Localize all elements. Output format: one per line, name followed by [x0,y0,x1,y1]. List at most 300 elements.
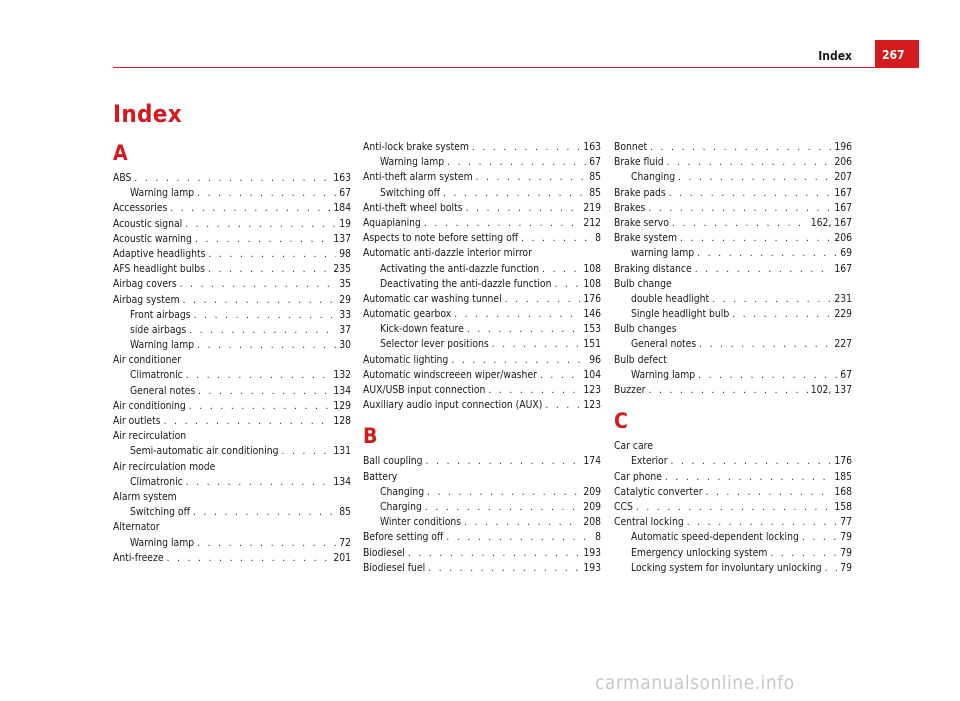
index-term: Front airbags [130,308,191,321]
index-term: Deactivating the anti-dazzle function [380,277,552,290]
dot-leader [189,399,330,414]
index-page-ref: 196 [834,141,852,153]
index-term: Activating the anti-dazzle function [380,262,540,275]
dot-leader [185,217,336,232]
index-term: Battery [363,470,398,483]
index-page-ref: 235 [333,263,351,276]
index-term: Warning lamp [130,339,195,352]
index-subentry [113,475,351,490]
index-term: Warning lamp [631,368,696,381]
index-page-ref: 219 [583,201,601,214]
dot-leader [672,216,808,231]
index-entry [113,262,351,277]
dot-leader [698,368,837,383]
index-subentry [614,561,852,576]
index-page-ref: 167 [834,201,852,214]
index-page-ref: 98 [339,247,351,260]
index-term: Ball coupling [363,455,423,468]
index-term: Selector lever positions [380,338,489,351]
index-subentry [614,368,852,383]
index-entry [113,232,351,247]
index-term: General notes [130,384,196,397]
dot-leader [699,337,831,352]
index-page-ref: 163 [583,141,601,153]
dot-leader [443,186,586,201]
index-entry [363,383,601,398]
index-page-ref: 19 [339,217,351,230]
index-term: Climatronic [130,369,183,382]
dot-leader [134,171,330,186]
index-entry [614,353,852,368]
dot-leader [180,277,337,292]
index-subentry [363,500,601,515]
index-page-ref: 206 [834,156,852,169]
index-term: Changing [631,171,676,184]
index-page-ref: 8 [595,232,601,245]
dot-leader [476,170,587,185]
index-entry [614,485,852,500]
dot-leader [189,323,336,338]
index-entry [363,454,601,469]
index-subentry [113,505,351,520]
index-page-ref: 131 [333,445,351,458]
index-term: Automatic gearbox [363,308,452,321]
index-subentry [363,515,601,530]
index-entry [614,277,852,292]
index-term: Automatic speed-dependent locking [631,531,799,544]
index-term: Airbag system [113,293,180,306]
watermark-text: carmanualsonline.info [595,672,795,694]
index-entry [614,470,852,485]
index-subentry [614,337,852,352]
dot-leader [425,500,580,515]
dot-leader [648,383,807,398]
index-subentry [113,368,351,383]
index-term: Changing [380,485,425,498]
index-term: Bulb defect [614,353,667,366]
index-entry [113,551,351,566]
dot-leader [281,444,330,459]
index-entry [614,500,852,515]
index-page-ref: 167 [834,262,852,275]
index-term: ABS [113,172,132,184]
index-term: General notes [631,338,697,351]
index-page-ref: 69 [840,247,852,260]
index-page-ref: 123 [583,399,601,412]
index-term: Auxiliary audio input connection (AUX) [363,399,543,412]
dot-leader [167,551,331,566]
index-page-ref: 208 [583,516,601,529]
dot-leader [446,530,592,545]
dot-leader [208,247,336,262]
dot-leader [208,262,330,277]
index-page-ref: 153 [583,323,601,336]
index-page-ref: 67 [339,187,351,200]
index-term: Catalytic converter [614,485,703,498]
index-page-ref: 206 [834,232,852,245]
index-subentry [363,485,601,500]
dot-leader [466,201,581,216]
index-page-ref: 184 [333,202,351,215]
index-page-ref: 129 [333,399,351,412]
index-page-ref: 176 [834,455,852,468]
index-page-ref: 79 [840,546,852,559]
index-term: Car phone [614,470,662,483]
index-entry [363,398,601,413]
index-term: Air recirculation [113,430,187,443]
index-page-ref: 67 [840,368,852,381]
dot-leader [505,292,581,307]
index-section-letter: B [363,424,378,449]
dot-leader [447,155,586,170]
index-term: Alternator [113,521,160,534]
index-subentry [614,546,852,561]
index-page-ref: 132 [333,369,351,382]
index-column-1 [113,140,351,566]
index-term: Brake servo [614,216,669,229]
index-term: Aspects to note before setting off [363,232,519,245]
index-term: Bonnet [614,141,648,153]
index-entry [363,231,601,246]
dot-leader [732,307,831,322]
index-page-ref: 163 [333,172,351,184]
index-page-ref: 79 [840,531,852,544]
index-section-letter: A [113,141,128,165]
index-term: Biodiesel [363,546,405,559]
dot-leader [648,201,831,216]
index-section-letter: C [614,409,628,434]
index-entry [113,353,351,368]
index-entry [614,262,852,277]
index-term: CCS [614,500,633,513]
index-page-ref: 146 [583,308,601,321]
index-term: Automatic anti-dazzle interior mirror [363,247,532,260]
index-term: Air conditioning [113,399,186,412]
index-entry [614,140,852,155]
index-entry [363,201,601,216]
dot-leader [454,307,580,322]
index-term: Brake fluid [614,156,664,169]
index-term: AFS headlight bulbs [113,263,205,276]
index-page-ref: 193 [583,546,601,559]
dot-leader [408,546,580,561]
index-term: Biodiesel fuel [363,561,426,574]
dot-leader [545,398,580,413]
index-entry [113,460,351,475]
index-term: Warning lamp [130,536,195,549]
index-entry [363,292,601,307]
index-entry [614,216,852,231]
index-page-ref: 167 [834,186,852,199]
index-entry [363,353,601,368]
index-term: Before setting off [363,531,444,544]
index-term: Charging [380,500,422,513]
dot-leader [426,454,581,469]
dot-leader [186,368,331,383]
dot-leader [667,155,832,170]
index-term: side airbags [130,323,187,336]
index-term: Air recirculation mode [113,460,216,473]
index-page-ref: 168 [834,485,852,498]
dot-leader [193,505,336,520]
index-entry [363,170,601,185]
index-subentry [363,337,601,352]
index-term: Acoustic signal [113,217,183,230]
index-entry [614,155,852,170]
index-entry [614,383,852,398]
index-page-ref: 29 [339,293,351,306]
index-entry [363,307,601,322]
dot-leader [427,485,580,500]
dot-leader [197,536,336,551]
index-entry [363,530,601,545]
index-page-ref: 123 [583,384,601,396]
index-page-ref: 33 [339,308,351,321]
index-entry [614,515,852,530]
index-subentry [113,323,351,338]
index-page-ref: 79 [840,561,852,574]
index-page-ref: 96 [589,353,601,366]
index-entry [113,171,351,186]
dot-leader [195,232,330,247]
index-entry [113,277,351,292]
running-header-title: Index [818,49,852,63]
index-page-ref: 162, 167 [810,216,852,229]
index-page-ref: 67 [589,156,601,169]
index-entry [113,201,351,216]
index-term: double headlight [631,292,710,305]
index-page-ref: 128 [333,415,351,427]
index-term: Winter conditions [380,516,462,529]
index-term: Anti-freeze [113,551,164,564]
index-term: Aquaplaning [363,216,421,229]
index-page-ref: 209 [583,500,601,513]
index-entry [614,231,852,246]
index-entry [113,520,351,535]
index-entry [113,247,351,262]
index-page-ref: 85 [589,186,601,199]
index-subentry [614,454,852,469]
index-term: Semi-automatic air conditioning [130,445,279,458]
dot-leader [194,308,337,323]
index-subentry [113,338,351,353]
index-term: Air outlets [113,415,161,427]
index-page-ref: 108 [583,262,601,275]
dot-leader [825,561,838,576]
index-page-ref: 134 [333,475,351,488]
index-term: Warning lamp [130,187,195,200]
index-entry [614,439,852,454]
index-column-3 [614,140,852,576]
index-subentry [614,292,852,307]
index-column-2 [363,140,601,576]
dot-leader [669,186,832,201]
dot-leader [554,277,580,292]
index-term: Single headlight bulb [631,308,730,321]
dot-leader [197,186,336,201]
dot-leader [198,384,330,399]
index-term: Emergency unlocking system [631,546,768,559]
index-entry [614,201,852,216]
index-page-ref: 207 [834,171,852,184]
dot-leader [488,383,580,398]
dot-leader [186,475,331,490]
index-term: Central locking [614,516,684,529]
dot-leader [164,414,331,429]
index-subentry [363,262,601,277]
index-entry [113,293,351,308]
index-entry [363,470,601,485]
index-page-ref: 229 [834,308,852,321]
index-subentry [363,322,601,337]
index-entry [113,429,351,444]
index-term: Brake system [614,232,677,245]
index-page-ref: 37 [339,323,351,336]
dot-leader [665,470,831,485]
dot-leader [697,246,837,261]
index-term: Air conditioner [113,354,181,367]
index-term: Kick-down feature [380,323,464,336]
index-page-ref: 201 [333,551,351,564]
index-entry [113,217,351,232]
index-subentry [614,530,852,545]
index-subentry [363,277,601,292]
index-page-ref: 30 [339,339,351,352]
index-page-ref: 72 [339,536,351,549]
index-subentry [363,155,601,170]
index-term: Bulb change [614,277,672,290]
index-entry [363,216,601,231]
dot-leader [540,368,580,383]
index-page-ref: 85 [339,506,351,519]
dot-leader [678,170,831,185]
index-term: warning lamp [631,247,695,260]
dot-leader [802,530,837,545]
index-term: Anti-theft alarm system [363,171,473,184]
index-subentry [363,186,601,201]
index-entry [113,414,351,429]
index-page-ref: 104 [583,368,601,381]
index-entry [614,186,852,201]
dot-leader [467,322,581,337]
index-page-ref: 85 [589,171,601,184]
index-subentry [614,170,852,185]
dot-leader [712,292,831,307]
index-term: Locking system for involuntary unlocking [631,561,822,574]
index-subentry [614,246,852,261]
index-page-ref: 151 [583,338,601,351]
dot-leader [472,140,580,155]
index-term: Alarm system [113,490,177,503]
index-entry [113,490,351,505]
dot-leader [695,262,832,277]
index-subentry [113,536,351,551]
index-term: Switching off [130,506,190,519]
index-page-ref: 108 [583,277,601,290]
index-page-ref: 174 [583,455,601,468]
index-term: Brakes [614,201,646,214]
dot-leader [650,140,831,155]
index-subentry [113,308,351,323]
dot-leader [428,561,580,576]
index-entry [614,322,852,337]
index-page-ref: 102, 137 [810,384,852,396]
index-entry [363,140,601,155]
dot-leader [197,338,336,353]
index-term: Anti-lock brake system [363,141,469,153]
dot-leader [770,546,837,561]
dot-leader [464,515,580,530]
index-page-ref: 8 [595,531,601,544]
index-entry [363,561,601,576]
index-entry [363,246,601,261]
page-number-badge: 267 [875,40,919,68]
index-term: Braking distance [614,262,692,275]
dot-leader [521,231,592,246]
index-term: Adaptive headlights [113,247,206,260]
index-page-ref: 77 [840,516,852,529]
index-term: Bulb changes [614,323,677,336]
index-term: Buzzer [614,384,646,396]
dot-leader [492,337,581,352]
index-term: Warning lamp [380,156,445,169]
index-term: Climatronic [130,475,183,488]
index-entry [363,546,601,561]
dot-leader [424,216,580,231]
dot-leader [542,262,580,277]
index-page-ref: 227 [834,338,852,351]
index-term: AUX/USB input connection [363,384,486,396]
index-subentry [113,384,351,399]
index-entry [363,368,601,383]
dot-leader [170,201,330,216]
index-term: Accessories [113,202,168,215]
index-term: Airbag covers [113,278,177,291]
index-term: Anti-theft wheel bolts [363,201,463,214]
index-page-ref: 158 [834,500,852,513]
dot-leader [671,454,832,469]
index-entry [113,399,351,414]
index-page-ref: 209 [583,485,601,498]
index-term: Brake pads [614,186,666,199]
index-term: Automatic car washing tunnel [363,292,502,305]
index-subentry [113,186,351,201]
index-term: Car care [614,440,653,453]
index-page-ref: 231 [834,292,852,305]
index-page-ref: 137 [333,232,351,245]
dot-leader [706,485,832,500]
page-title: Index [113,100,182,128]
index-subentry [113,444,351,459]
dot-leader [451,353,586,368]
index-page-ref: 193 [583,561,601,574]
index-page-ref: 212 [583,216,601,229]
dot-leader [687,515,838,530]
dot-leader [636,500,831,515]
index-page-ref: 35 [339,278,351,291]
dot-leader [680,231,831,246]
index-subentry [614,307,852,322]
dot-leader [183,293,337,308]
index-page-ref: 134 [333,384,351,397]
index-term: Automatic lighting [363,353,449,366]
index-term: Switching off [380,186,440,199]
index-term: Acoustic warning [113,232,192,245]
index-page-ref: 176 [583,292,601,305]
index-page-ref: 185 [834,470,852,483]
index-term: Exterior [631,455,668,468]
header-divider [113,67,919,68]
